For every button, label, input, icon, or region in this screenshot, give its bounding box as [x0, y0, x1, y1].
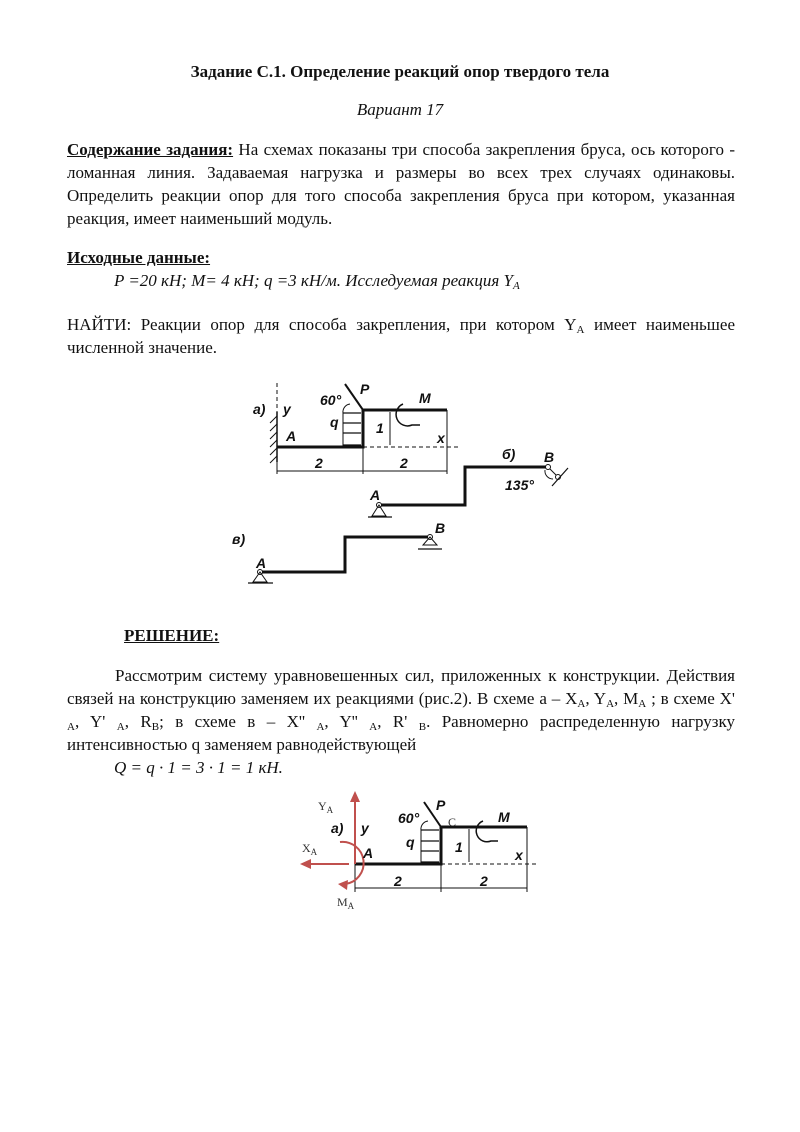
given-text: P =20 кН; M= 4 кН; q =3 кН/м. Исследуемая реакция Y: [114, 271, 513, 290]
task-label: Содержание задания:: [67, 140, 234, 159]
point-a-v-label: A: [256, 555, 267, 571]
find-sub: A: [576, 324, 585, 336]
fig2-dimension-2: 2: [480, 873, 488, 889]
angle-60-label: 60°: [320, 392, 342, 408]
resultant-formula: Q = q · 1 = 3 · 1 = 1 кН.: [114, 758, 283, 777]
solution-heading: РЕШЕНИЕ:: [124, 626, 220, 645]
dimension-2: 2: [400, 455, 408, 471]
fig2-y-axis-label: y: [361, 820, 369, 836]
force-p-label: P: [360, 381, 370, 397]
fig2-angle-60-label: 60°: [398, 810, 420, 826]
y-axis-label: y: [283, 401, 291, 417]
page-title: Задание С.1. Определение реакций опор твердого тела: [190, 62, 610, 81]
fig2-height-label: 1: [455, 839, 463, 855]
reaction-ma-label: $M_A$: [337, 895, 355, 911]
task-text: На схемах показаны три способа закрепления бруса, ось которого - ломанная линия. Задаваемая нагрузка и размеры во всех трех случаях одинаковы. Определить реакции опор для того способа закрепления бруса при котором, указанная реакция, имеет наименьший модуль.: [67, 140, 735, 228]
scheme-v-label: в): [232, 531, 246, 547]
solution-text: Рассмотрим систему уравновешенных сил, приложенных к конструкции. Действия связей на конструкцию заменяем их реакциями (рис.2). В схеме а – $X_A$, $Y_A$, $M_A$ ; в схеме X' $_A$, Y' $_A$, $R_B$; в схеме в – X'' $_A$, Y'' $_A$, R' $_B$. Равномерно распределенную нагрузку интенсивностью q заменяем равнодействующей: [67, 666, 736, 754]
find-text-2: имеет наименьшее численной значение.: [67, 315, 735, 357]
fig2-point-a-label: A: [363, 845, 374, 861]
moment-m-label: M: [419, 390, 431, 406]
point-c-label: C: [448, 815, 457, 829]
scheme-a-label: а): [253, 401, 266, 417]
reaction-ya-label: $Y_A$: [318, 799, 334, 815]
point-b-v-label: B: [435, 520, 446, 536]
fig2-load-q-label: q: [406, 834, 415, 850]
angle-135-label: 135°: [505, 477, 534, 493]
fig2-scheme-a-label: а): [331, 820, 344, 836]
x-axis-label: x: [437, 430, 445, 446]
point-b-label: B: [544, 449, 555, 465]
fig2-dimension-1: 2: [394, 873, 402, 889]
scheme-b-label: б): [502, 446, 516, 462]
dimension-1: 2: [315, 455, 323, 471]
solution-block: [67, 664, 735, 779]
given-heading: Исходные данные:: [67, 248, 211, 267]
point-a-b-label: A: [370, 487, 381, 503]
reaction-xa-label: $X_A$: [302, 841, 318, 857]
find-text-1: НАЙТИ: Реакции опор для способа закрепления, при котором Y: [67, 315, 577, 334]
fig2-force-p-label: P: [436, 797, 446, 813]
fig2-moment-m-label: M: [498, 809, 510, 825]
fig2-x-axis-label: x: [515, 847, 523, 863]
variant-label: Вариант 17: [356, 100, 444, 119]
point-a-label: A: [286, 428, 297, 444]
load-q-label: q: [330, 414, 339, 430]
given-sub: A: [513, 280, 520, 292]
height-label: 1: [376, 420, 384, 436]
